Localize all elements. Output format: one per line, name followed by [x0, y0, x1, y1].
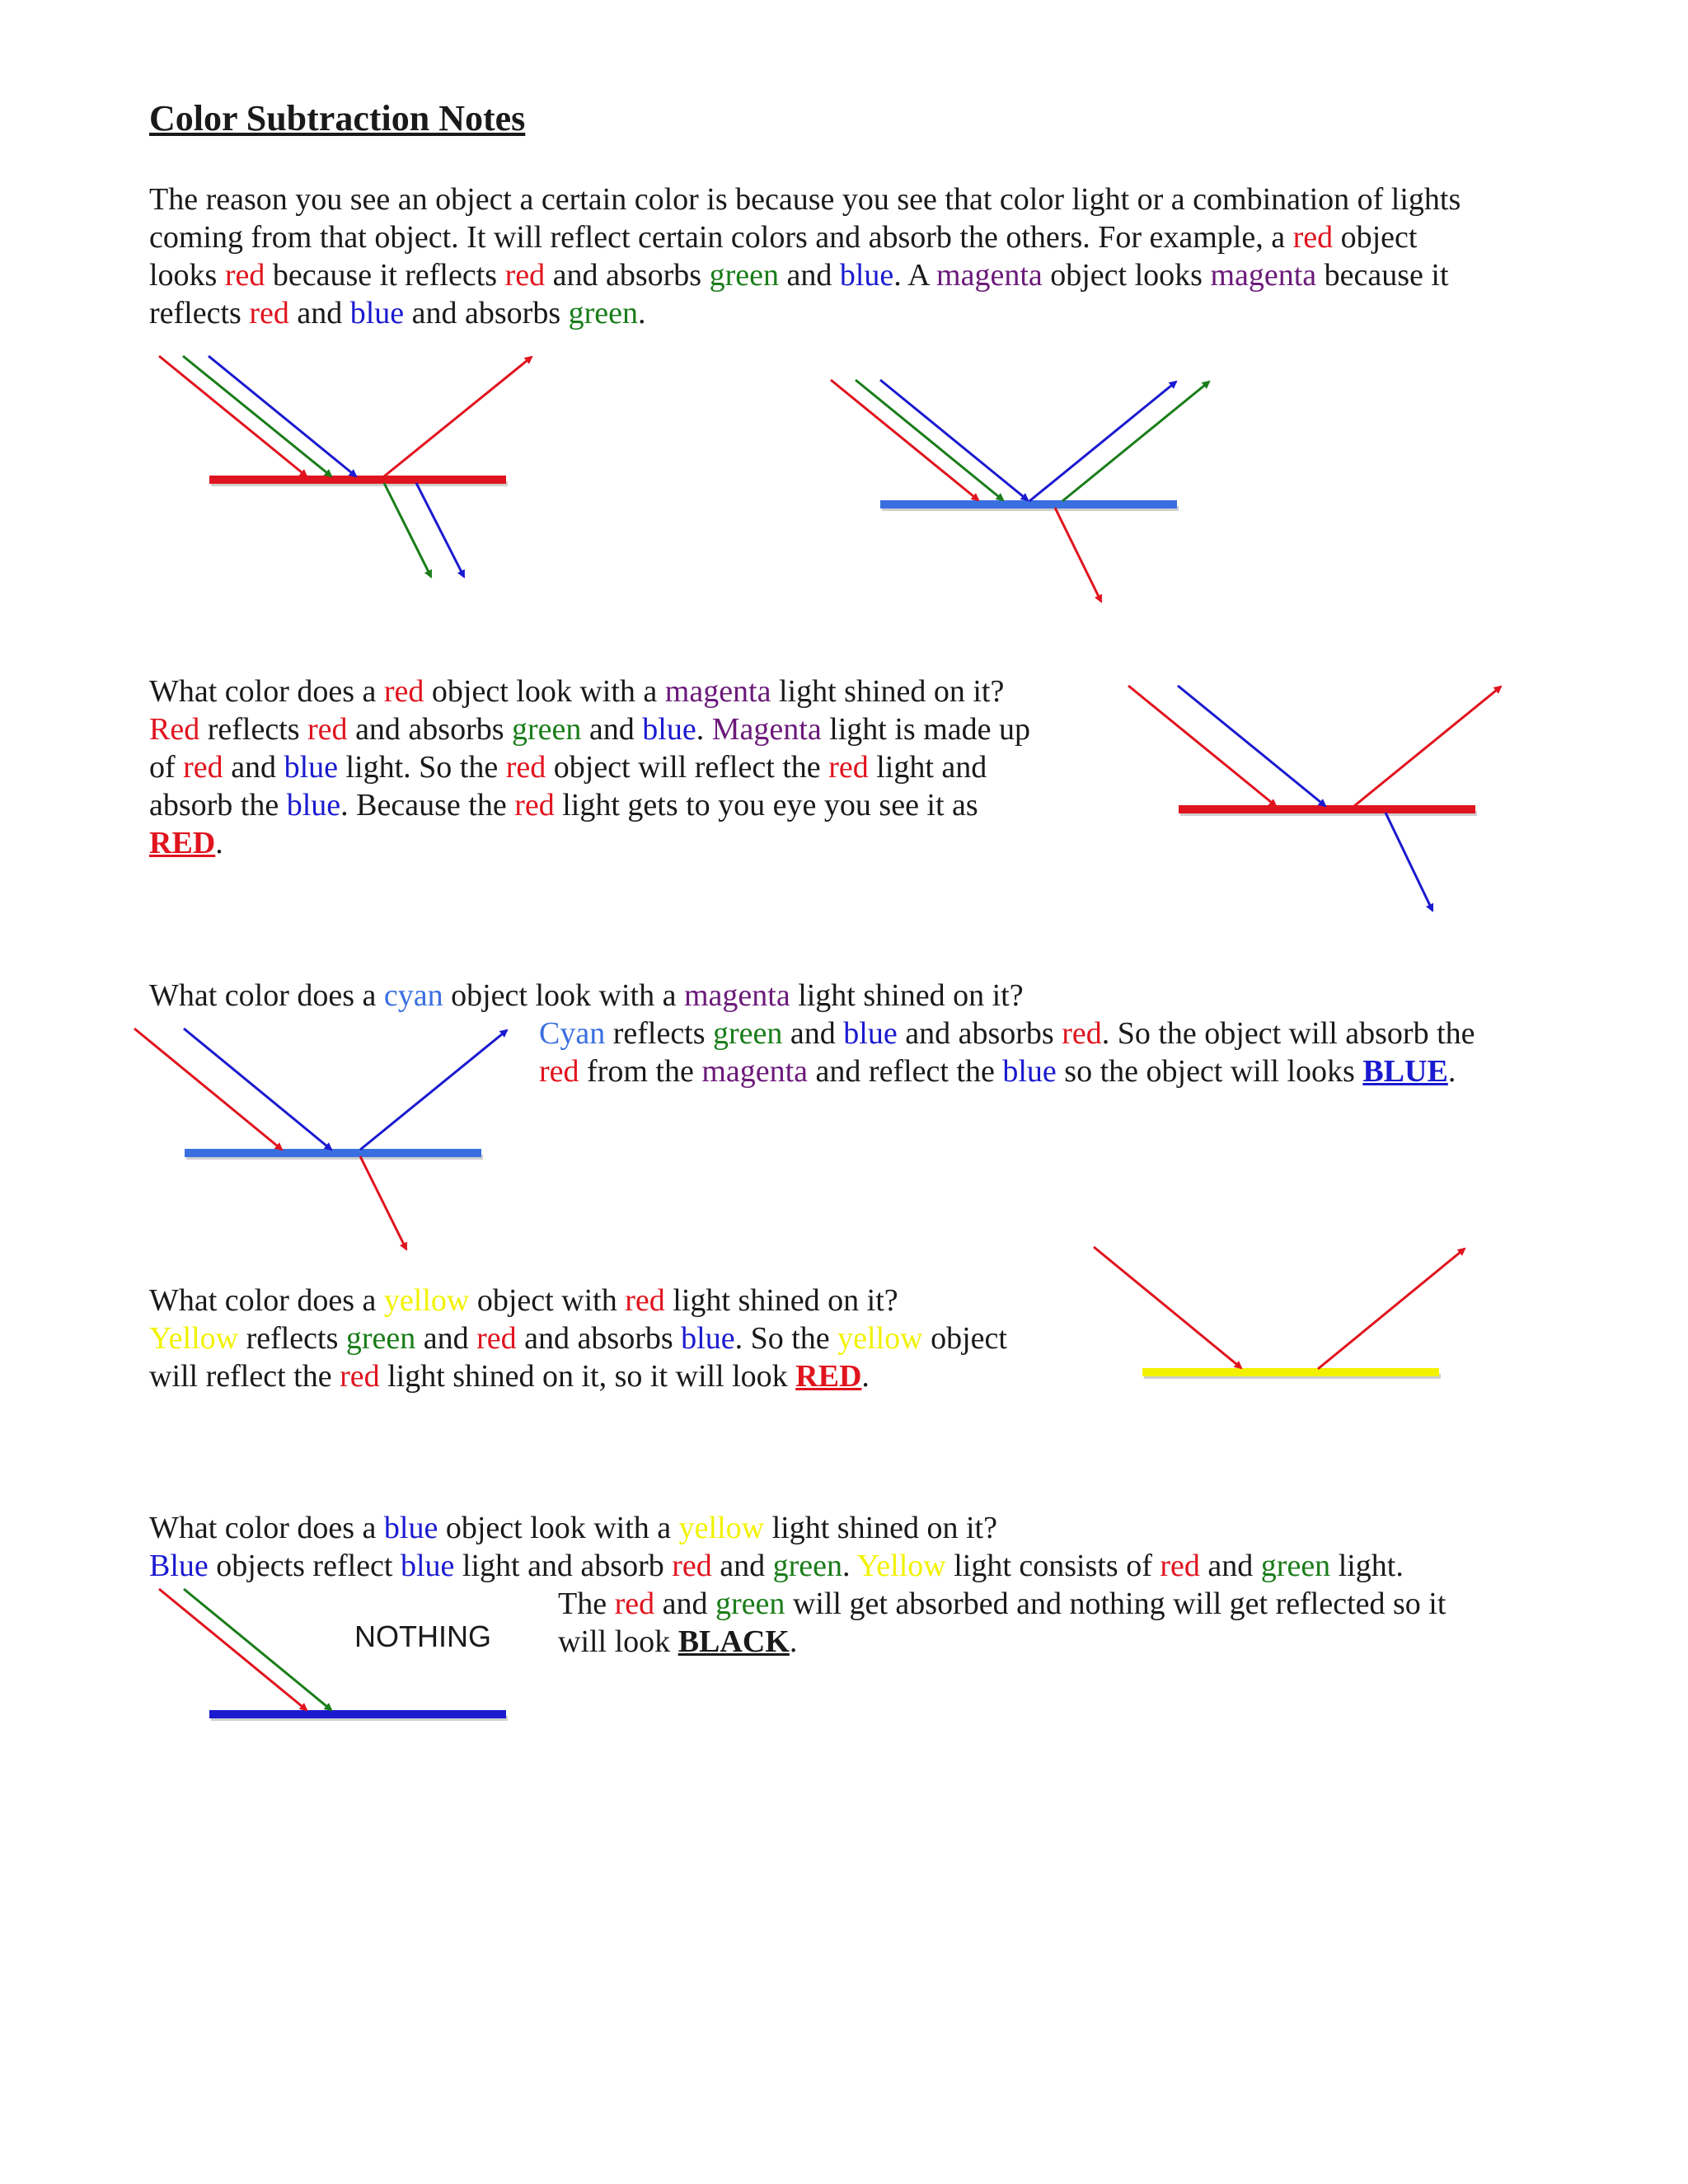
incoming-red-ray	[159, 1589, 307, 1710]
q3-line-1: What color does a yellow object with red light shined on it?	[149, 1283, 898, 1318]
q1-answer-line: RED.	[149, 826, 223, 860]
q2-answer: BLUE	[1362, 1054, 1448, 1089]
q2-line-1: What color does a cyan object look with a magenta light shined on it?	[149, 978, 1024, 1013]
q1-answer: RED	[149, 826, 216, 860]
intro-line-4: reflects red and blue and absorbs green.	[149, 296, 646, 330]
q4-line-4: will look BLACK.	[558, 1624, 798, 1659]
q3-line-2: Yellow reflects green and red and absorbs blue. So the yellow object	[149, 1321, 1007, 1356]
q4-line-2: Blue objects reflect blue light and absorb red and green. Yellow light consists of red and green light.	[149, 1549, 1404, 1583]
q2-line-3: red from the magenta and reflect the blue so the object will looks BLUE.	[539, 1054, 1456, 1089]
q1-line-4: absorb the blue. Because the red light gets to you eye you see it as	[149, 788, 978, 823]
q4-answer: BLACK	[678, 1624, 790, 1659]
q4-line-1: What color does a blue object look with a yellow light shined on it?	[149, 1511, 997, 1545]
q4-line-3: The red and green will get absorbed and nothing will get reflected so it	[558, 1586, 1447, 1621]
intro-line-3: looks red because it reflects red and absorbs green and blue. A magenta object looks magenta because it	[149, 258, 1449, 293]
incoming-green-ray	[184, 1589, 331, 1710]
intro-line-2: coming from that object. It will reflect certain colors and absorb the others. For example, a red object	[149, 220, 1418, 255]
q3-line-3: will reflect the red light shined on it, so it will look RED.	[149, 1359, 870, 1394]
q1-line-1: What color does a red object look with a magenta light shined on it?	[149, 674, 1005, 709]
nothing-label: NOTHING	[354, 1619, 491, 1653]
intro-line-1: The reason you see an object a certain color is because you see that color light or a combination of lights	[149, 182, 1461, 217]
q1-line-3: of red and blue light. So the red object will reflect the red light and	[149, 750, 987, 785]
q2-line-2: Cyan reflects green and blue and absorbs red. So the object will absorb the	[539, 1016, 1475, 1051]
q3-answer: RED	[795, 1359, 862, 1394]
page-title: Color Subtraction Notes	[149, 98, 526, 138]
q1-line-2: Red reflects red and absorbs green and blue. Magenta light is made up	[149, 712, 1030, 747]
